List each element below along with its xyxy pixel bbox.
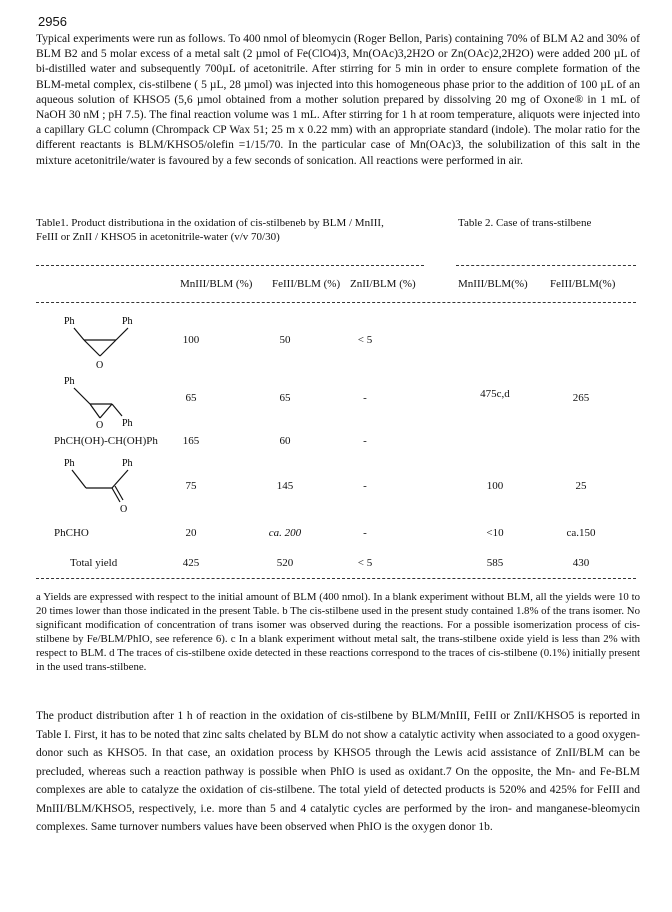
diol-fe: 60 [279, 435, 291, 447]
benzaldehyde-mn-t2: <10 [486, 527, 504, 539]
benzaldehyde-fe: ca. 200 [268, 527, 302, 539]
trans-epoxide-zn: - [363, 392, 367, 404]
oxygen-label: O [96, 420, 104, 430]
total-fe-t2: 430 [572, 557, 590, 569]
trans-epoxide-structure [50, 374, 160, 430]
table1-caption: Table1. Product distributiona in the oxidation of cis-stilbeneb by BLM / MnIII, FeIII or ZnII / KHSO5 in acetonitrile-water (v/v 70/30) [36, 217, 384, 243]
benzaldehyde-zn: - [363, 527, 367, 539]
ph-label: Ph [64, 458, 75, 469]
ph-label: Ph [122, 418, 133, 429]
ketone-zn: - [363, 480, 367, 492]
diol-mn: 165 [182, 435, 200, 447]
cis-epoxide-fe: 50 [279, 334, 291, 346]
benzaldehyde-mn: 20 [185, 527, 197, 539]
ketone-structure [50, 456, 160, 516]
total-yield-label: Total yield [70, 557, 118, 569]
ketone-mn-t2: 100 [486, 480, 504, 492]
header-mn-t1: MnIII/BLM (%) [180, 278, 253, 290]
benzaldehyde-label: PhCHO [54, 527, 89, 539]
total-mn: 425 [182, 557, 200, 569]
intro-paragraph: Typical experiments were run as follows. To 400 nmol of bleomycin (Roger Bellon, Paris) containing 70% of BLM A2 and 30% of BLM B2 and 5 molar excess of a metal salt (2 µmol of Fe(ClO4)3, Mn(OAc)3,2H2O or Zn(OAc)2,2H2O) were added 200 µL of bi-distilled water and subsequently 700µL of acetonitrile. After stirring for 5 min in order to ensure complete formation of the BLM-metal complex, cis-stilbene ( 5 µL, 28 µmol) was injected into this homogeneous phase prior to the addition of 100 µL of an aqueous solution of KHSO5 (5,6 µmol obtained from a mother solution prepared by dissolving 20 mg of Oxone® in 1 mL of NaOH 30 nM ; pH 7.5). The final reaction volume was 1 mL. After stirring for 1 h at room temperature, aliquots were injected into a capillary GLC column (Chrompack CP Wax 51; 25 m x 0.22 mm) with an appropriate standard (indole). The molar ratio for the different reactants is BLM/KHSO5/olefin =1/15/70. In the particular case of Mn(OAc)3, the solubilization of this salt in the mixture acetonitrile/water is favoured by a few seconds of sonication. All reactions were performed in air. [36, 33, 640, 167]
header-zn-t1: ZnII/BLM (%) [350, 278, 416, 290]
table2-caption: Table 2. Case of trans-stilbene [458, 217, 592, 229]
trans-epoxide-fe-t2: 265 [572, 392, 590, 404]
oxygen-label: O [96, 360, 104, 371]
table1-top-rule [36, 265, 424, 266]
trans-epoxide-fe: 65 [279, 392, 291, 404]
header-fe-t1: FeIII/BLM (%) [272, 278, 341, 290]
ketone-fe: 145 [276, 480, 294, 492]
total-fe: 520 [276, 557, 294, 569]
trans-epoxide-mn-t2: 475c,d [480, 388, 510, 400]
ketone-fe-t2: 25 [575, 480, 587, 492]
total-zn: < 5 [357, 557, 373, 569]
page-number: 2956 [38, 14, 67, 29]
benzaldehyde-fe-t2: ca.150 [566, 527, 596, 539]
header-mn-t2: MnIII/BLM(%) [458, 278, 528, 290]
ph-label: Ph [122, 316, 133, 327]
header-fe-t2: FeIII/BLM(%) [550, 278, 616, 290]
diol-label: PhCH(OH)-CH(OH)Ph [54, 435, 158, 447]
bottom-rule [36, 578, 636, 579]
ketone-mn: 75 [185, 480, 197, 492]
cis-epoxide-mn: 100 [182, 334, 200, 346]
cis-epoxide-structure [50, 314, 160, 374]
table2-top-rule [456, 265, 636, 266]
cis-epoxide-zn: < 5 [357, 334, 373, 346]
ph-label: Ph [64, 376, 75, 387]
diol-zn: - [363, 435, 367, 447]
header-rule [36, 302, 636, 303]
ph-label: Ph [64, 316, 75, 327]
oxygen-label: O [120, 504, 128, 515]
trans-epoxide-mn: 65 [185, 392, 197, 404]
total-mn-t2: 585 [486, 557, 504, 569]
body-paragraph: The product distribution after 1 h of reaction in the oxidation of cis-stilbene by BLM/MnIII, FeIII or ZnII/KHSO5 is reported in Table I. First, it has to be noted that zinc salts chelated by BLM do not show a catalytic activity when associated to a good oxygen-donor such as KHSO5. In that case, an oxidation process by KHSO5 through the Lewis acid assistance of ZnII/BLM can be precluded, whereas such a reaction pathway is possible when PhIO is used as oxidant.7 On the opposite, the Mn- and Fe-BLM complexes are able to catalyze the oxidation of cis-stilbene. The total yield of detected products is 520% and 425% for FeIII and MnIII/BLM/KHSO5, respectively, i.e. more than 5 and 4 catalytic cycles are performed by the iron- and manganese-bleomycin complexes. Same turnover numbers values have been observed when PhIO is the oxygen donor 1b. [36, 710, 640, 833]
ph-label: Ph [122, 458, 133, 469]
table-footnotes: a Yields are expressed with respect to the initial amount of BLM (400 nmol). In a blank experiment without BLM, all the yields were 10 to 20 times lower than those indicated in the present Table. b The cis-stilbene used in the present study contained 1.8% of the trans isomer. No significant modification of concentration of trans isomer was observed during the reactions. For a possible isomerization process of cis-stilbene by Fe/BLM/PhIO, see reference 6). c In a blank experiment without metal salt, the trans-stilbene oxide yield is less than 2% with respect to BLM. d The traces of cis-stilbene oxide detected in these reactions correspond to the traces of cis-stilbene (0.1%) initially present in the used trans-stilbene. [36, 591, 640, 673]
